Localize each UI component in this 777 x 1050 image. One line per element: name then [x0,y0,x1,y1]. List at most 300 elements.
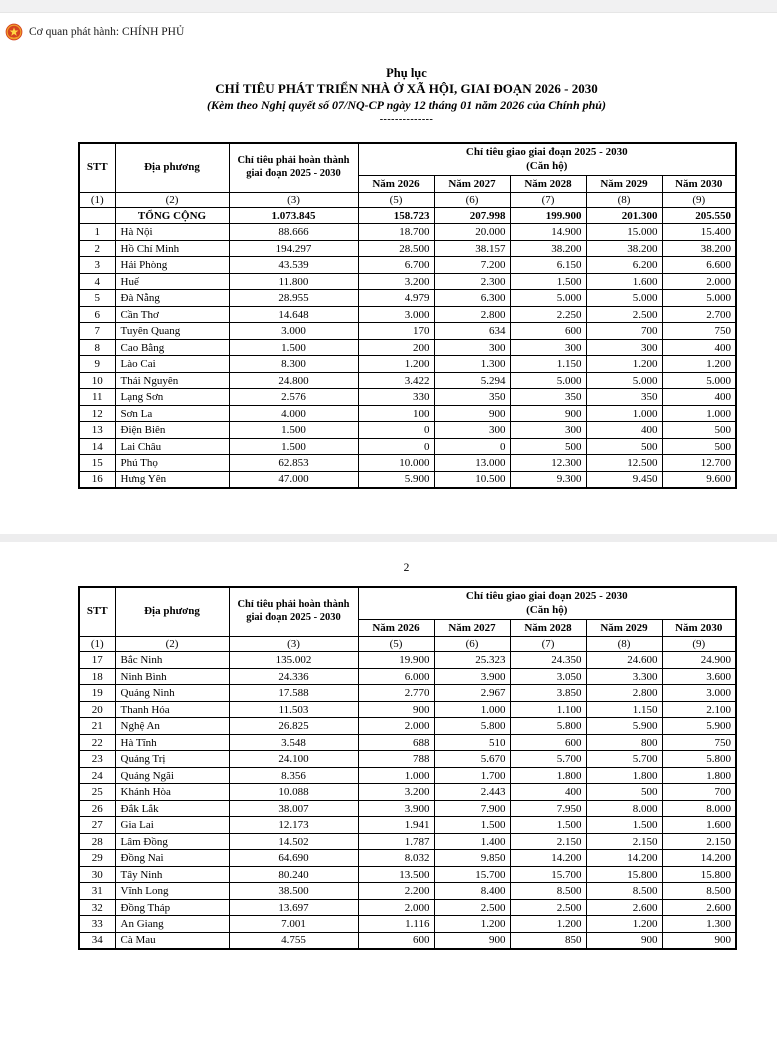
table-row [79,899,736,916]
row-province: Hưng Yên [115,471,229,488]
row-year-2029: 1.800 [586,767,662,784]
row-year-2028: 12.300 [510,455,586,472]
row-total: 194.297 [229,240,358,257]
row-total: 4.755 [229,932,358,949]
row-stt: 28 [79,833,115,850]
row-year-2030: 2.150 [662,833,736,850]
row-year-2030: 5.800 [662,751,736,768]
viewer-top-bar [0,0,777,13]
row-year-2029: 500 [586,784,662,801]
row-year-2028: 300 [510,339,586,356]
row-year-2030: 2.600 [662,899,736,916]
row-total: 10.088 [229,784,358,801]
header-year-2027: Năm 2027 [434,176,510,193]
row-year-2029: 2.150 [586,833,662,850]
header-target-assigned-line1: Chỉ tiêu giao giai đoạn 2025 - 2030 [465,590,628,603]
row-year-2030: 1.600 [662,817,736,834]
row-year-2027: 7.900 [434,800,510,817]
row-total: 11.503 [229,701,358,718]
row-stt: 8 [79,339,115,356]
row-province: Lào Cai [115,356,229,373]
row-year-2026: 6.000 [358,668,434,685]
colnum-7: (7) [510,193,586,208]
row-year-2029: 2.800 [586,685,662,702]
row-year-2027: 2.800 [434,306,510,323]
header-target-complete: Chỉ tiêu phải hoàn thành giai đoạn 2025 - 2030 [229,143,358,193]
total-row-2030: 205.550 [662,208,736,224]
row-year-2026: 600 [358,932,434,949]
colnum-6: (6) [434,637,510,652]
row-total: 7.001 [229,916,358,933]
table-row [79,438,736,455]
table-row [79,257,736,274]
row-year-2026: 1.000 [358,767,434,784]
row-year-2028: 1.150 [510,356,586,373]
row-year-2026: 28.500 [358,240,434,257]
row-year-2030: 5.000 [662,372,736,389]
table-row [79,932,736,949]
row-year-2030: 2.700 [662,306,736,323]
row-year-2027: 1.400 [434,833,510,850]
table-row [79,455,736,472]
row-province: Đồng Nai [115,850,229,867]
row-year-2028: 1.200 [510,916,586,933]
table-row [79,306,736,323]
row-year-2027: 900 [434,405,510,422]
row-stt: 29 [79,850,115,867]
row-year-2029: 14.200 [586,850,662,867]
colnum-8: (8) [586,193,662,208]
row-total: 28.955 [229,290,358,307]
row-year-2026: 0 [358,422,434,439]
row-stt: 32 [79,899,115,916]
row-year-2030: 38.200 [662,240,736,257]
row-year-2026: 0 [358,438,434,455]
header-province: Địa phương [115,587,229,637]
row-year-2027: 3.900 [434,668,510,685]
header-stt: STT [79,143,115,193]
row-year-2028: 1.800 [510,767,586,784]
row-year-2029: 1.200 [586,916,662,933]
row-stt: 26 [79,800,115,817]
vietnam-emblem-icon [5,23,23,41]
row-stt: 10 [79,372,115,389]
row-stt: 17 [79,652,115,669]
row-total: 12.173 [229,817,358,834]
row-stt: 11 [79,389,115,406]
table-row [79,883,736,900]
row-province: Gia Lai [115,817,229,834]
row-stt: 27 [79,817,115,834]
row-year-2030: 5.900 [662,718,736,735]
row-year-2026: 1.116 [358,916,434,933]
row-year-2028: 5.700 [510,751,586,768]
table-row [79,734,736,751]
row-year-2030: 2.100 [662,701,736,718]
table-row [79,718,736,735]
row-year-2028: 400 [510,784,586,801]
table-row [79,685,736,702]
table-row [79,850,736,867]
document-subtitle: (Kèm theo Nghị quyết số 07/NQ-CP ngày 12 tháng 01 năm 2026 của Chính phủ) [207,97,606,112]
row-year-2028: 9.300 [510,471,586,488]
row-year-2026: 1.787 [358,833,434,850]
total-row-2026: 158.723 [358,208,434,224]
row-year-2028: 5.000 [510,372,586,389]
row-total: 88.666 [229,224,358,241]
row-province: Sơn La [115,405,229,422]
row-year-2029: 3.300 [586,668,662,685]
row-total: 13.697 [229,899,358,916]
table-row [79,800,736,817]
table-row [79,916,736,933]
row-stt: 24 [79,767,115,784]
row-province: Hồ Chí Minh [115,240,229,257]
row-year-2027: 13.000 [434,455,510,472]
header-target-assigned [358,587,736,620]
row-stt: 23 [79,751,115,768]
table-row [79,389,736,406]
row-year-2029: 5.900 [586,718,662,735]
row-stt: 31 [79,883,115,900]
issuer-header [5,20,777,44]
row-year-2030: 5.000 [662,290,736,307]
row-year-2029: 1.200 [586,356,662,373]
row-province: Đắk Lắk [115,800,229,817]
row-year-2028: 2.250 [510,306,586,323]
row-year-2029: 5.000 [586,290,662,307]
row-stt: 21 [79,718,115,735]
row-year-2026: 3.422 [358,372,434,389]
row-year-2027: 5.800 [434,718,510,735]
row-year-2026: 100 [358,405,434,422]
issuer-label: Cơ quan phát hành: CHÍNH PHỦ [29,26,185,38]
row-year-2028: 500 [510,438,586,455]
row-year-2028: 600 [510,734,586,751]
table-row [79,701,736,718]
row-year-2029: 800 [586,734,662,751]
row-year-2030: 2.000 [662,273,736,290]
row-stt: 6 [79,306,115,323]
row-year-2027: 634 [434,323,510,340]
row-year-2028: 900 [510,405,586,422]
row-year-2029: 500 [586,438,662,455]
row-province: Nghệ An [115,718,229,735]
page-separator [0,534,777,542]
row-year-2030: 24.900 [662,652,736,669]
row-year-2028: 600 [510,323,586,340]
row-year-2030: 400 [662,339,736,356]
row-year-2027: 2.500 [434,899,510,916]
row-total: 14.502 [229,833,358,850]
row-total: 2.576 [229,389,358,406]
colnum-5: (5) [358,193,434,208]
row-year-2026: 13.500 [358,866,434,883]
row-year-2030: 1.800 [662,767,736,784]
row-year-2029: 1.150 [586,701,662,718]
table-row [79,240,736,257]
row-year-2030: 3.000 [662,685,736,702]
row-year-2029: 2.500 [586,306,662,323]
row-total: 1.500 [229,438,358,455]
row-year-2028: 24.350 [510,652,586,669]
row-total: 26.825 [229,718,358,735]
row-year-2027: 25.323 [434,652,510,669]
row-stt: 20 [79,701,115,718]
row-year-2027: 9.850 [434,850,510,867]
row-province: Hà Tĩnh [115,734,229,751]
row-year-2029: 8.500 [586,883,662,900]
row-year-2027: 1.700 [434,767,510,784]
row-year-2028: 1.500 [510,273,586,290]
row-year-2030: 14.200 [662,850,736,867]
row-year-2030: 12.700 [662,455,736,472]
colnum-9: (9) [662,193,736,208]
row-year-2028: 8.500 [510,883,586,900]
row-year-2030: 750 [662,734,736,751]
row-year-2030: 15.400 [662,224,736,241]
row-year-2027: 300 [434,339,510,356]
row-year-2030: 9.600 [662,471,736,488]
row-year-2026: 10.000 [358,455,434,472]
row-year-2028: 14.900 [510,224,586,241]
row-stt: 14 [79,438,115,455]
row-total: 8.300 [229,356,358,373]
table-row [79,751,736,768]
header-year-2026: Năm 2026 [358,620,434,637]
title-divider: -------------- [379,113,434,125]
row-year-2028: 7.950 [510,800,586,817]
row-year-2026: 6.700 [358,257,434,274]
row-year-2029: 15.800 [586,866,662,883]
header-target-assigned-unit: (Căn hộ) [526,603,568,616]
colnum-6: (6) [434,193,510,208]
row-year-2027: 5.294 [434,372,510,389]
row-province: Hà Nội [115,224,229,241]
row-total: 24.800 [229,372,358,389]
document-title-block [78,65,735,127]
row-year-2030: 500 [662,422,736,439]
colnum-8: (8) [586,637,662,652]
row-stt: 30 [79,866,115,883]
row-province: Đà Nẵng [115,290,229,307]
row-year-2027: 300 [434,422,510,439]
row-province: Lâm Đồng [115,833,229,850]
row-province: Tây Ninh [115,866,229,883]
total-row-overall: 1.073.845 [229,208,358,224]
housing-targets-table-page2 [78,586,737,950]
row-year-2029: 24.600 [586,652,662,669]
row-year-2029: 1.000 [586,405,662,422]
row-total: 1.500 [229,339,358,356]
row-total: 3.548 [229,734,358,751]
colnum-2: (2) [115,193,229,208]
row-stt: 5 [79,290,115,307]
row-year-2026: 4.979 [358,290,434,307]
row-year-2029: 8.000 [586,800,662,817]
header-year-2026: Năm 2026 [358,176,434,193]
row-year-2026: 2.200 [358,883,434,900]
row-year-2028: 2.500 [510,899,586,916]
row-year-2028: 14.200 [510,850,586,867]
row-stt: 9 [79,356,115,373]
colnum-3: (3) [229,637,358,652]
table-row [79,833,736,850]
row-province: Phú Thọ [115,455,229,472]
row-year-2028: 5.800 [510,718,586,735]
row-total: 3.000 [229,323,358,340]
row-province: Bắc Ninh [115,652,229,669]
header-province: Địa phương [115,143,229,193]
table-row [79,273,736,290]
table-row [79,372,736,389]
row-year-2027: 10.500 [434,471,510,488]
table-row [79,339,736,356]
row-year-2028: 3.850 [510,685,586,702]
row-province: Điện Biên [115,422,229,439]
row-year-2026: 18.700 [358,224,434,241]
total-row-stt [79,208,115,224]
row-total: 8.356 [229,767,358,784]
table-row [79,290,736,307]
header-year-2028: Năm 2028 [510,620,586,637]
page-number: 2 [403,561,410,574]
table-row [79,471,736,488]
header-target-complete: Chỉ tiêu phải hoàn thành giai đoạn 2025 - 2030 [229,587,358,637]
row-province: Tuyên Quang [115,323,229,340]
row-province: Ninh Bình [115,668,229,685]
row-province: Hải Phòng [115,257,229,274]
row-year-2026: 19.900 [358,652,434,669]
row-year-2028: 38.200 [510,240,586,257]
header-year-2029: Năm 2029 [586,620,662,637]
colnum-1: (1) [79,637,115,652]
row-total: 38.500 [229,883,358,900]
row-year-2027: 0 [434,438,510,455]
row-stt: 2 [79,240,115,257]
row-year-2028: 3.050 [510,668,586,685]
table-row [79,784,736,801]
row-year-2030: 700 [662,784,736,801]
row-year-2027: 2.300 [434,273,510,290]
row-stt: 25 [79,784,115,801]
row-total: 47.000 [229,471,358,488]
row-year-2029: 1.600 [586,273,662,290]
row-year-2029: 300 [586,339,662,356]
row-year-2028: 850 [510,932,586,949]
colnum-9: (9) [662,637,736,652]
row-year-2029: 38.200 [586,240,662,257]
row-year-2026: 1.200 [358,356,434,373]
row-year-2030: 1.000 [662,405,736,422]
row-year-2029: 700 [586,323,662,340]
total-row-2029: 201.300 [586,208,662,224]
colnum-2: (2) [115,637,229,652]
row-total: 43.539 [229,257,358,274]
header-target-assigned-unit: (Căn hộ) [526,159,568,172]
row-year-2026: 3.200 [358,784,434,801]
row-province: Vĩnh Long [115,883,229,900]
row-year-2026: 2.000 [358,899,434,916]
page-2 [0,562,777,950]
row-province: An Giang [115,916,229,933]
row-year-2029: 900 [586,932,662,949]
row-total: 64.690 [229,850,358,867]
table-row [79,652,736,669]
row-year-2030: 6.600 [662,257,736,274]
row-stt: 18 [79,668,115,685]
row-year-2030: 1.200 [662,356,736,373]
row-year-2030: 900 [662,932,736,949]
row-year-2027: 5.670 [434,751,510,768]
header-year-2030: Năm 2030 [662,176,736,193]
housing-targets-table-page1 [78,142,737,489]
row-year-2028: 1.100 [510,701,586,718]
row-year-2029: 2.600 [586,899,662,916]
row-year-2028: 6.150 [510,257,586,274]
row-total: 4.000 [229,405,358,422]
row-year-2028: 1.500 [510,817,586,834]
row-stt: 19 [79,685,115,702]
row-year-2030: 8.000 [662,800,736,817]
row-year-2027: 1.000 [434,701,510,718]
table-row [79,224,736,241]
row-year-2029: 1.500 [586,817,662,834]
row-year-2030: 400 [662,389,736,406]
row-total: 62.853 [229,455,358,472]
row-year-2027: 2.443 [434,784,510,801]
row-year-2028: 300 [510,422,586,439]
row-year-2026: 900 [358,701,434,718]
row-year-2026: 5.900 [358,471,434,488]
row-year-2026: 8.032 [358,850,434,867]
page-1 [0,20,777,489]
row-year-2027: 7.200 [434,257,510,274]
row-total: 135.002 [229,652,358,669]
row-total: 11.800 [229,273,358,290]
table-row [79,356,736,373]
row-province: Cà Mau [115,932,229,949]
row-year-2026: 3.000 [358,306,434,323]
row-province: Cao Bằng [115,339,229,356]
table-row [79,817,736,834]
row-total: 24.100 [229,751,358,768]
row-year-2029: 400 [586,422,662,439]
row-year-2030: 15.800 [662,866,736,883]
row-stt: 16 [79,471,115,488]
row-year-2030: 500 [662,438,736,455]
row-year-2028: 350 [510,389,586,406]
row-total: 38.007 [229,800,358,817]
row-total: 14.648 [229,306,358,323]
row-year-2027: 8.400 [434,883,510,900]
row-year-2026: 3.200 [358,273,434,290]
colnum-3: (3) [229,193,358,208]
row-province: Thái Nguyên [115,372,229,389]
row-year-2026: 688 [358,734,434,751]
total-row-2027: 207.998 [434,208,510,224]
table-row [79,422,736,439]
row-year-2027: 6.300 [434,290,510,307]
row-year-2026: 170 [358,323,434,340]
header-year-2027: Năm 2027 [434,620,510,637]
row-year-2030: 3.600 [662,668,736,685]
row-stt: 7 [79,323,115,340]
row-year-2028: 15.700 [510,866,586,883]
header-year-2028: Năm 2028 [510,176,586,193]
row-stt: 34 [79,932,115,949]
row-year-2027: 20.000 [434,224,510,241]
